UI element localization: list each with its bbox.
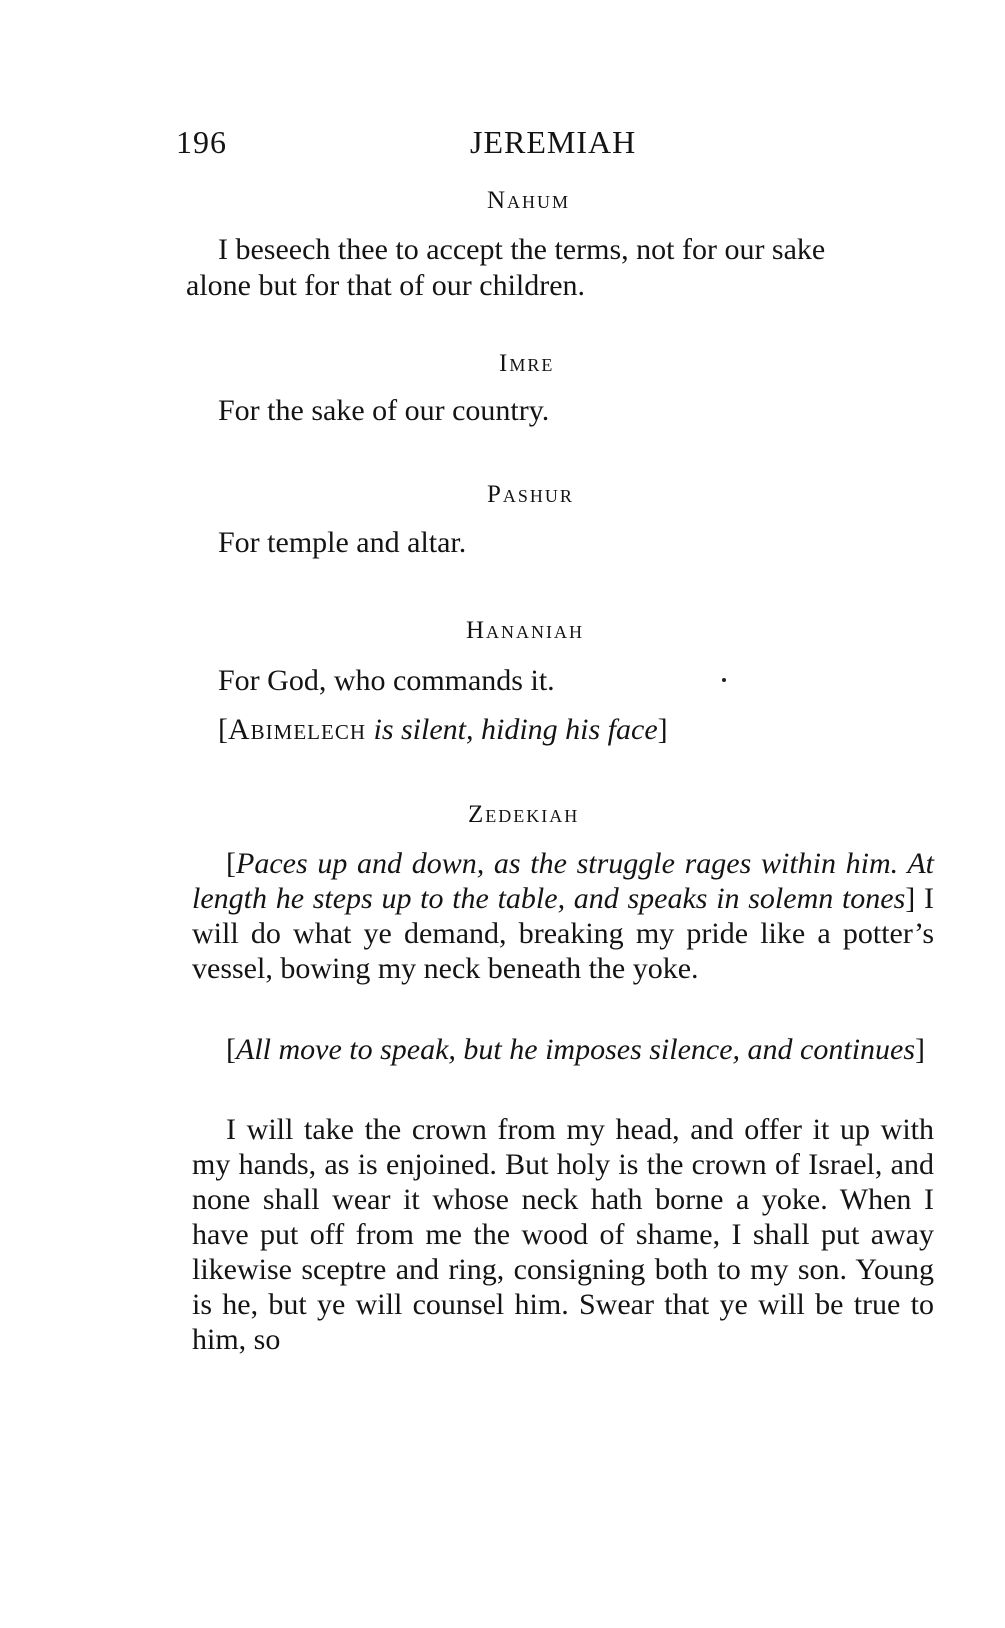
close-bracket: ] bbox=[657, 713, 668, 746]
stage-direction-text: Paces up and down, as the struggle rages within him. At length he steps up to the table, and speaks in solemn tones bbox=[192, 847, 934, 915]
hananiah-line: For God, who commands it. bbox=[218, 664, 555, 697]
pashur-line: For temple and altar. bbox=[218, 526, 467, 559]
page-number: 196 bbox=[176, 124, 227, 160]
speech-text: I will do what ye demand, breaking my pride like a potter’s vessel, bowing my neck beneath the yoke. bbox=[192, 882, 934, 985]
imre-line: For the sake of our country. bbox=[218, 394, 550, 427]
open-bracket: [ bbox=[226, 1033, 236, 1066]
nahum-line-1: I beseech thee to accept the terms, not for our sake bbox=[218, 233, 826, 266]
zedekiah-paragraph-2: I will take the crown from my head, and offer it up with my hands, as is enjoined. But holy is the crown of Israel, and none shall wear it whose neck hath borne a yoke. When I have put off from me the wood of shame, I shall put away likewise sceptre and ring, consigning both to my son. Young is he, but ye will counsel him. Swear that ye will be true to him, so bbox=[192, 1113, 934, 1356]
speaker-hananiah: Hananiah bbox=[466, 617, 585, 644]
zedekiah-paragraph-1 bbox=[192, 846, 934, 986]
open-bracket: [ bbox=[226, 847, 236, 880]
open-bracket: [ bbox=[218, 713, 228, 746]
speaker-imre: Imre bbox=[499, 350, 555, 377]
zedekiah-stage-direction-2 bbox=[192, 1032, 934, 1067]
stage-direction-text: is silent, hiding his face bbox=[366, 713, 658, 746]
close-bracket: ] bbox=[905, 882, 916, 915]
stage-direction-text: All move to speak, but he imposes silence, and continues bbox=[236, 1033, 916, 1066]
close-bracket: ] bbox=[915, 1033, 926, 1066]
speaker-zedekiah: Zedekiah bbox=[468, 801, 580, 828]
running-title: JEREMIAH bbox=[470, 124, 637, 160]
speaker-nahum: Nahum bbox=[487, 187, 571, 214]
character-name-abimelech: Abimelech bbox=[228, 713, 366, 746]
print-speck bbox=[722, 678, 726, 682]
nahum-line-2: alone but for that of our children. bbox=[186, 269, 586, 302]
stage-direction-abimelech bbox=[218, 712, 668, 748]
speaker-pashur: Pashur bbox=[487, 481, 574, 508]
